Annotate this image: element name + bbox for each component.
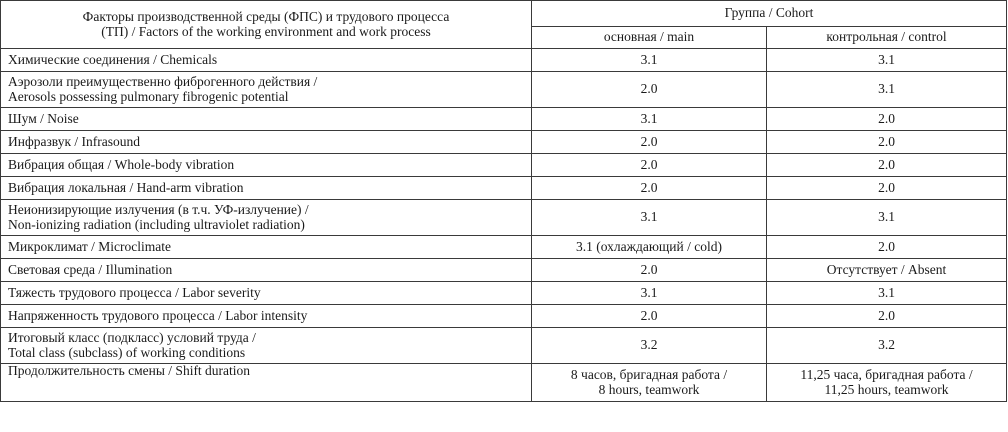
main-value-cell-line: 2.0 [640, 81, 658, 97]
main-value-cell [532, 131, 767, 154]
control-value-cell [767, 328, 1007, 364]
main-value-cell-line: 8 hours, teamwork [598, 381, 700, 397]
main-value-cell-line: 2.0 [640, 133, 658, 149]
factor-cell-line: Non-ionizing radiation (including ultraviolet radiation) [8, 216, 305, 232]
factor-cell [1, 236, 532, 259]
control-value-cell-line: 3.1 [878, 81, 895, 97]
control-value-cell [767, 364, 1007, 402]
main-value-cell-line: 3.1 [640, 209, 658, 225]
control-value-cell [767, 177, 1007, 200]
main-value-cell [532, 72, 767, 108]
control-value-cell [767, 305, 1007, 328]
main-value-cell [532, 328, 767, 364]
main-value-cell-line: 2.0 [640, 179, 658, 195]
control-value-cell [767, 259, 1007, 282]
main-value-cell-line: 3.2 [640, 337, 658, 353]
main-value-cell-line: 2.0 [640, 261, 658, 277]
factor-cell-line: Химические соединения / Chemicals [8, 51, 218, 67]
factor-cell [1, 72, 532, 108]
control-value-cell-line: Отсутствует / Absent [826, 261, 947, 277]
main-value-cell [532, 200, 767, 236]
control-value-cell [767, 49, 1007, 72]
factor-cell [1, 305, 532, 328]
main-value-cell [532, 154, 767, 177]
main-value-cell-line: 3.1 [640, 284, 658, 300]
main-value-cell [532, 305, 767, 328]
factor-cell-line: Продолжительность смены / Shift duration [8, 363, 251, 378]
main-value-cell [532, 259, 767, 282]
main-value-cell-line: 3.1 [640, 51, 658, 67]
main-value-cell-line: 3.1 [640, 110, 658, 126]
main-value-cell-line: 8 часов, бригадная работа / [570, 367, 728, 382]
table-row [1, 328, 1007, 364]
table-row [1, 236, 1007, 259]
control-value-cell-line: 2.0 [878, 179, 895, 195]
control-value-cell [767, 108, 1007, 131]
factor-cell-line: Aerosols possessing pulmonary fibrogenic potential [8, 88, 289, 104]
main-value-cell-line: 2.0 [640, 156, 658, 172]
control-value-cell-line: 2.0 [878, 110, 895, 126]
table-row [1, 177, 1007, 200]
control-column-header: контрольная / control [767, 27, 1007, 49]
control-value-cell-line: 2.0 [878, 156, 895, 172]
factor-cell [1, 282, 532, 305]
factor-cell [1, 49, 532, 72]
factor-cell [1, 177, 532, 200]
factor-cell [1, 108, 532, 131]
table-row [1, 49, 1007, 72]
main-column-header: основная / main [532, 27, 767, 49]
factor-cell-line: Световая среда / Illumination [8, 261, 173, 277]
control-value-cell [767, 236, 1007, 259]
factor-cell-line: Инфразвук / Infrasound [8, 133, 141, 149]
table-row [1, 305, 1007, 328]
factor-cell-line: Аэрозоли преимущественно фиброгенного действия / [8, 74, 318, 89]
factor-cell-line: Вибрация локальная / Hand-arm vibration [8, 179, 244, 195]
control-value-cell-line: 2.0 [878, 133, 895, 149]
control-value-cell-line: 2.0 [878, 238, 895, 254]
control-value-cell [767, 131, 1007, 154]
factor-cell [1, 364, 532, 402]
control-value-cell [767, 72, 1007, 108]
main-value-cell [532, 282, 767, 305]
factor-column-header: Факторы производственной среды (ФПС) и трудового процесса (ТП) / Factors of the working environment and work process [1, 1, 532, 49]
control-value-cell-line: 3.1 [878, 209, 895, 225]
group-column-header: Группа / Cohort [532, 1, 1007, 27]
main-value-cell [532, 108, 767, 131]
control-value-cell-line: 3.1 [878, 51, 895, 67]
control-value-cell [767, 200, 1007, 236]
control-value-cell-line: 2.0 [878, 307, 895, 323]
control-value-cell-line: 3.2 [878, 337, 895, 353]
factor-cell-line: Вибрация общая / Whole-body vibration [8, 156, 235, 172]
factor-cell-line: Total class (subclass) of working conditions [8, 344, 246, 360]
table-row [1, 200, 1007, 236]
factor-cell [1, 259, 532, 282]
main-value-cell-line: 3.1 (охлаждающий / cold) [576, 238, 722, 254]
main-value-cell-line: 2.0 [640, 307, 658, 323]
main-value-cell [532, 364, 767, 402]
control-value-cell-line: 11,25 hours, teamwork [824, 381, 949, 397]
table-row [1, 259, 1007, 282]
table-row [1, 72, 1007, 108]
factor-cell [1, 200, 532, 236]
control-value-cell [767, 282, 1007, 305]
factor-cell-line: Тяжесть трудового процесса / Labor severity [8, 284, 261, 300]
factor-cell [1, 131, 532, 154]
factor-cell-line: Микроклимат / Microclimate [8, 238, 172, 254]
factor-cell-line: Шум / Noise [8, 110, 79, 126]
main-value-cell [532, 177, 767, 200]
table-row [1, 154, 1007, 177]
factor-cell-line: Итоговый класс (подкласс) условий труда / [8, 330, 256, 345]
factor-cell [1, 328, 532, 364]
factor-cell [1, 154, 532, 177]
table-row [1, 282, 1007, 305]
main-value-cell [532, 236, 767, 259]
table-row [1, 131, 1007, 154]
control-value-cell [767, 154, 1007, 177]
control-value-cell-line: 11,25 часа, бригадная работа / [800, 367, 973, 382]
main-value-cell [532, 49, 767, 72]
table-row [1, 108, 1007, 131]
factor-cell-line: Напряженность трудового процесса / Labor intensity [8, 307, 308, 323]
table-row [1, 364, 1007, 402]
factor-cell-line: Неионизирующие излучения (в т.ч. УФ-излучение) / [8, 202, 309, 217]
control-value-cell-line: 3.1 [878, 284, 895, 300]
